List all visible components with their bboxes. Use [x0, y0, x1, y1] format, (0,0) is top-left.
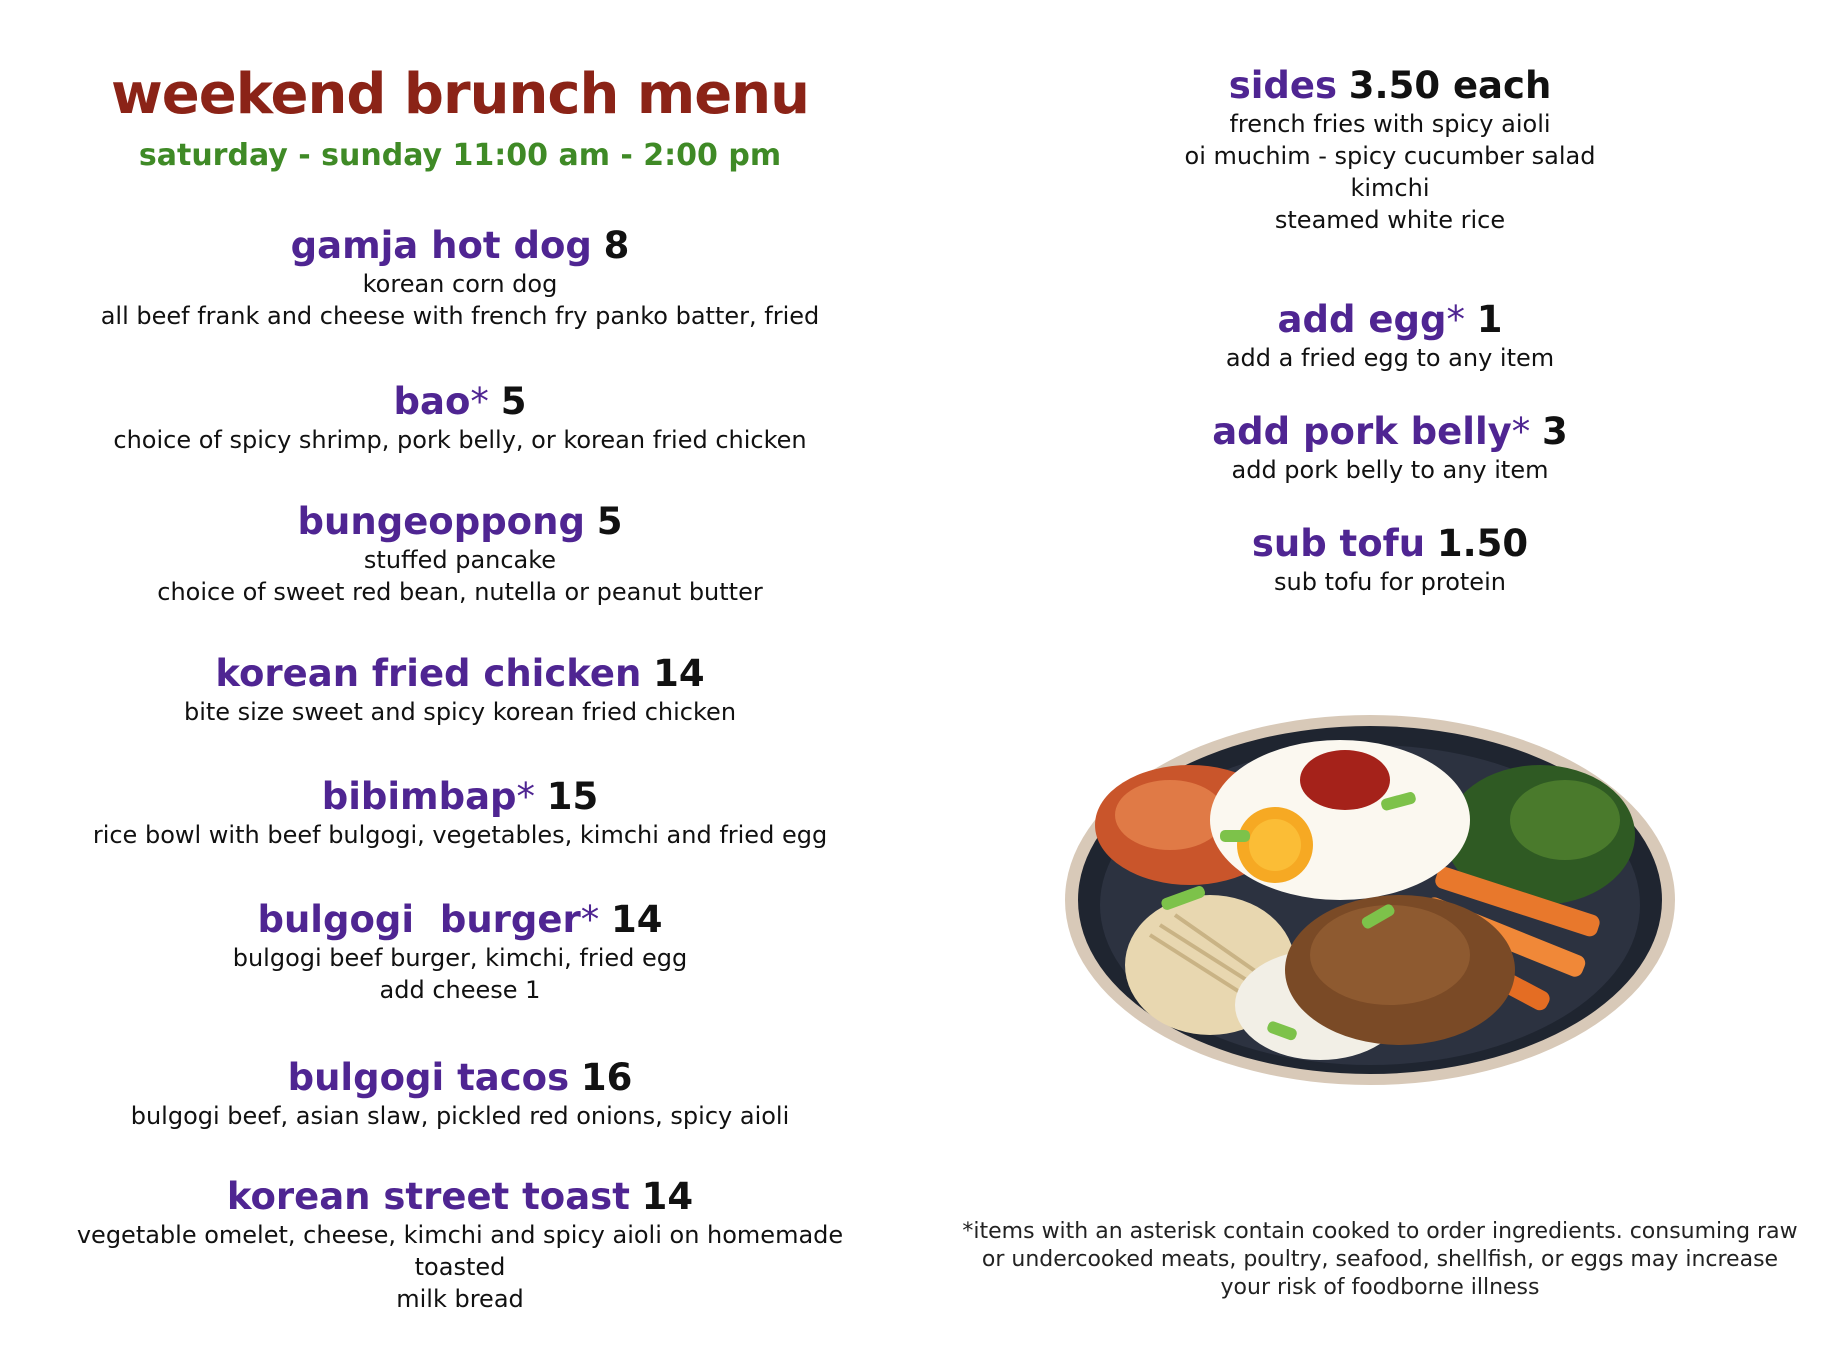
item-desc: bite size sweet and spicy korean fried chicken	[183, 698, 737, 726]
side-item: kimchi	[1350, 174, 1430, 202]
disclaimer	[960, 1218, 1800, 1302]
disclaimer-line: your risk of foodborne illness	[1220, 1275, 1540, 1300]
menu-item-bao	[40, 380, 880, 456]
addon-desc: add a fried egg to any item	[1225, 344, 1555, 372]
addon-asterisk: *	[1511, 410, 1531, 453]
item-desc: add cheese 1	[379, 976, 541, 1004]
side-item: steamed white rice	[1274, 206, 1506, 234]
addon-price: 3	[1542, 410, 1568, 453]
item-name: bibimbap	[321, 775, 517, 818]
addon-name: add pork belly	[1212, 410, 1512, 453]
item-name: bulgogi burger	[257, 898, 581, 941]
menu-item-korean-fried-chicken	[40, 652, 880, 728]
menu-title: weekend brunch menu	[111, 62, 809, 127]
item-desc: choice of sweet red bean, nutella or peanut butter	[157, 578, 763, 606]
item-price: 5	[596, 500, 623, 543]
item-name: bulgogi tacos	[287, 1056, 570, 1099]
addon-name: add egg	[1277, 298, 1447, 341]
addon-desc: sub tofu for protein	[1274, 568, 1506, 596]
item-desc: korean corn dog	[362, 270, 558, 298]
item-name: bungeoppong	[297, 500, 585, 543]
item-price: 14	[611, 898, 663, 941]
sides-name: sides	[1228, 64, 1338, 107]
addon-name: sub tofu	[1251, 522, 1426, 565]
addon-asterisk: *	[1446, 298, 1465, 341]
item-price: 8	[603, 224, 630, 267]
item-desc: rice bowl with beef bulgogi, vegetables, kimchi and fried egg	[92, 821, 828, 849]
menu-item-bulgogi-burger	[40, 898, 880, 1006]
item-desc: vegetable omelet, cheese, kimchi and spicy aioli on homemade toasted	[76, 1221, 844, 1281]
side-item: oi muchim - spicy cucumber salad	[1184, 142, 1596, 170]
item-desc: milk bread	[396, 1285, 524, 1313]
item-desc: choice of spicy shrimp, pork belly, or korean fried chicken	[113, 426, 807, 454]
item-name: korean fried chicken	[215, 652, 642, 695]
item-price: 15	[546, 775, 599, 818]
menu-item-gamja-hot-dog	[40, 224, 880, 332]
item-desc: bulgogi beef, asian slaw, pickled red onions, spicy aioli	[130, 1102, 790, 1130]
item-price: 16	[580, 1056, 633, 1099]
menu-item-bulgogi-tacos	[40, 1056, 880, 1132]
item-price: 14	[641, 1175, 694, 1218]
item-name: gamja hot dog	[290, 224, 592, 267]
disclaimer-line: or undercooked meats, poultry, seafood, shellfish, or eggs may increase	[981, 1247, 1779, 1272]
item-asterisk: *	[516, 775, 536, 818]
item-desc: bulgogi beef burger, kimchi, fried egg	[232, 944, 688, 972]
addon-price: 1.50	[1436, 522, 1529, 565]
bibimbap-photo	[1060, 705, 1680, 1095]
item-price: 5	[500, 380, 527, 423]
menu-item-bungeoppong	[40, 500, 880, 608]
addon-desc: add pork belly to any item	[1231, 456, 1549, 484]
item-name: bao	[393, 380, 471, 423]
menu-item-bibimbap	[40, 775, 880, 851]
addon-add-egg	[1000, 298, 1780, 374]
menu-item-korean-street-toast	[40, 1175, 880, 1315]
gochujang	[1300, 750, 1390, 810]
side-item: french fries with spicy aioli	[1229, 110, 1551, 138]
menu-hours: saturday - sunday 11:00 am - 2:00 pm	[138, 138, 782, 173]
item-price: 14	[653, 652, 705, 695]
item-desc: stuffed pancake	[363, 546, 557, 574]
addon-add-pork-belly	[1000, 410, 1780, 486]
addon-price: 1	[1476, 298, 1503, 341]
item-asterisk: *	[470, 380, 489, 423]
item-asterisk: *	[580, 898, 600, 941]
sides-price: 3.50 each	[1348, 64, 1552, 107]
sides-section	[1000, 64, 1780, 236]
item-name: korean street toast	[226, 1175, 630, 1218]
addon-sub-tofu	[1000, 522, 1780, 598]
item-desc: all beef frank and cheese with french fry panko batter, fried	[100, 302, 820, 330]
disclaimer-line: *items with an asterisk contain cooked to order ingredients. consuming raw	[962, 1219, 1798, 1244]
